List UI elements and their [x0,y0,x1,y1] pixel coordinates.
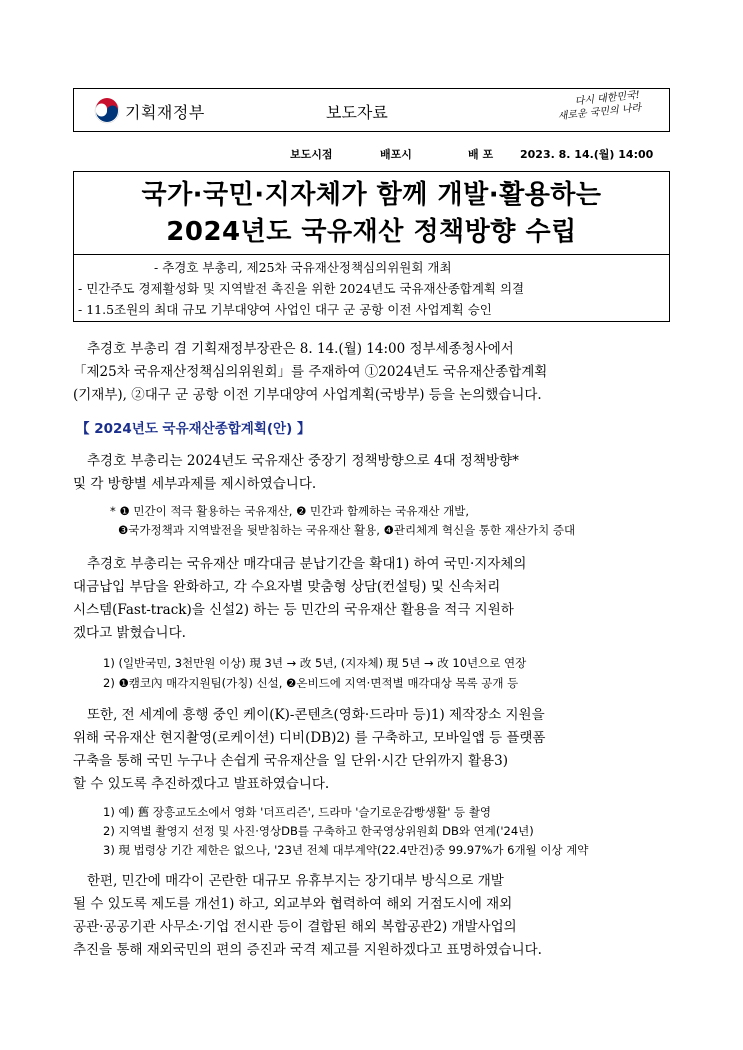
section-title: 【 2024년도 국유재산종합계획(안) 】 [76,421,311,437]
timing-datetime: 2023. 8. 14.(월) 14:00 [520,148,654,161]
slogan [556,89,642,124]
subtitle-box [73,255,670,322]
taegeuk-logo-icon [94,98,120,124]
p4-line-4: 추진을 통해 재외국민의 편의 증진과 국격 제고를 지원하겠다고 표명하였습니다. [73,942,542,958]
p2-note-1: 1) (일반국민, 3천만원 이상) 現 3년 → 改 5년, (지자체) 現 5년 → 改 10년으로 연장 [103,656,527,670]
intro-line-2: 「제25차 국유재산정책심의위원회」를 주재하여 ①2024년도 국유재산종합계획 [73,364,548,380]
timing-label-release: 보도시점 [290,148,333,161]
ministry-name: 기획재정부 [125,102,205,122]
p4-line-1: 한편, 민간에 매각이 곤란한 대규모 유휴부지는 장기대부 방식으로 개발 [87,873,504,889]
p2-line-2: 대금납입 부담을 완화하고, 각 수요자별 맞춤형 상담(컨설팅) 및 신속처리 [73,579,501,595]
intro-line-3: (기재부), ②대구 군 공항 이전 기부대양여 사업계획(국방부) 등을 논의했습니다. [73,387,542,403]
p3-line-3: 구축을 통해 국민 누구나 손쉽게 국유재산을 일 단위·시간 단위까지 활용3) [73,753,508,769]
p2-line-4: 겠다고 밝혔습니다. [73,625,186,641]
release-timing [290,146,672,162]
p1-note-2: ❸국가정책과 지역발전을 뒷받침하는 국유재산 활용, ❹관리체계 혁신을 통한 재산가치 증대 [118,523,576,537]
paragraph-4 [73,870,670,962]
paragraph-3 [73,704,670,796]
title-line-2: 2024년도 국유재산 정책방향 수립 [166,217,577,247]
p1-note-1: * ❶ 민간이 적극 활용하는 국유재산, ❷ 민간과 함께하는 국유재산 개발, [110,504,470,518]
p2-line-3: 시스템(Fast-track)을 신설2) 하는 등 민간의 국유재산 활용을 적극 지원하 [73,602,514,618]
p4-line-2: 될 수 있도록 제도를 개선1) 하고, 외교부와 협력하여 해외 거점도시에 재외 [73,896,513,912]
subtitle-1: - 추경호 부총리, 제25차 국유재산정책심의위원회 개최 [154,260,452,275]
intro-paragraph [73,338,670,407]
paragraph-1 [73,450,670,496]
p3-line-1: 또한, 전 세계에 흥행 중인 케이(K)-콘텐츠(영화·드라마 등)1) 제작장소 지원을 [87,707,545,723]
p3-note-1: 1) 예) 舊 장흥교도소에서 영화 '더프리즌', 드라마 '슬기로운감빵생활' 등 촬영 [103,805,492,819]
subtitle-2: - 민간주도 경제활성화 및 지역발전 촉진을 위한 2024년도 국유재산종합계획 의결 [78,281,525,296]
timing-label-distribution: 배포시 [380,148,412,161]
document-type: 보도자료 [326,103,388,122]
p2-note-2: 2) ❶캠코內 매각지원팀(가칭) 신설, ❷온비드에 지역·면적별 매각대상 목록 공개 등 [103,676,519,690]
ministry-logo [94,97,205,125]
p3-note-2: 2) 지역별 촬영지 선정 및 사진·영상DB를 구축하고 한국영상위원회 DB와 연계('24년) [103,824,534,838]
timing-label-distributed: 배 포 [468,148,494,161]
p1-line-2: 및 각 방향별 세부과제를 제시하였습니다. [73,476,317,492]
slogan-line-2: 새로운 국민의 나라 [557,102,643,123]
subtitle-3: - 11.5조원의 최대 규모 기부대양여 사업인 대구 군 공항 이전 사업계획 승인 [78,302,492,317]
header-box [73,88,670,132]
p3-note-3: 3) 現 법령상 기간 제한은 없으나, '23년 전체 대부계약(22.4만건)중 99.97%가 6개월 이상 계약 [103,843,589,857]
intro-line-1: 추경호 부총리 겸 기획재정부장관은 8. 14.(월) 14:00 정부세종청사에서 [87,341,514,357]
p2-line-1: 추경호 부총리는 국유재산 매각대금 분납기간을 확대1) 하여 국민·지자체의 [87,556,527,572]
paragraph-2 [73,553,670,645]
title-box [73,171,670,255]
p1-line-1: 추경호 부총리는 2024년도 국유재산 중장기 정책방향으로 4대 정책방향* [87,453,519,469]
title-line-1: 국가·국민·지자체가 함께 개발·활용하는 [141,180,602,210]
slogan-line-1: 다시 대한민국! [574,89,641,108]
p4-line-3: 공관·공공기관 사무소·기업 전시관 등이 결합된 해외 복합공관2) 개발사업의 [73,919,517,935]
p3-line-4: 할 수 있도록 추진하겠다고 발표하였습니다. [73,776,330,792]
p3-line-2: 위해 국유재산 현지촬영(로케이션) 디비(DB)2) 를 구축하고, 모바일앱 등 플랫폼 [73,730,546,746]
